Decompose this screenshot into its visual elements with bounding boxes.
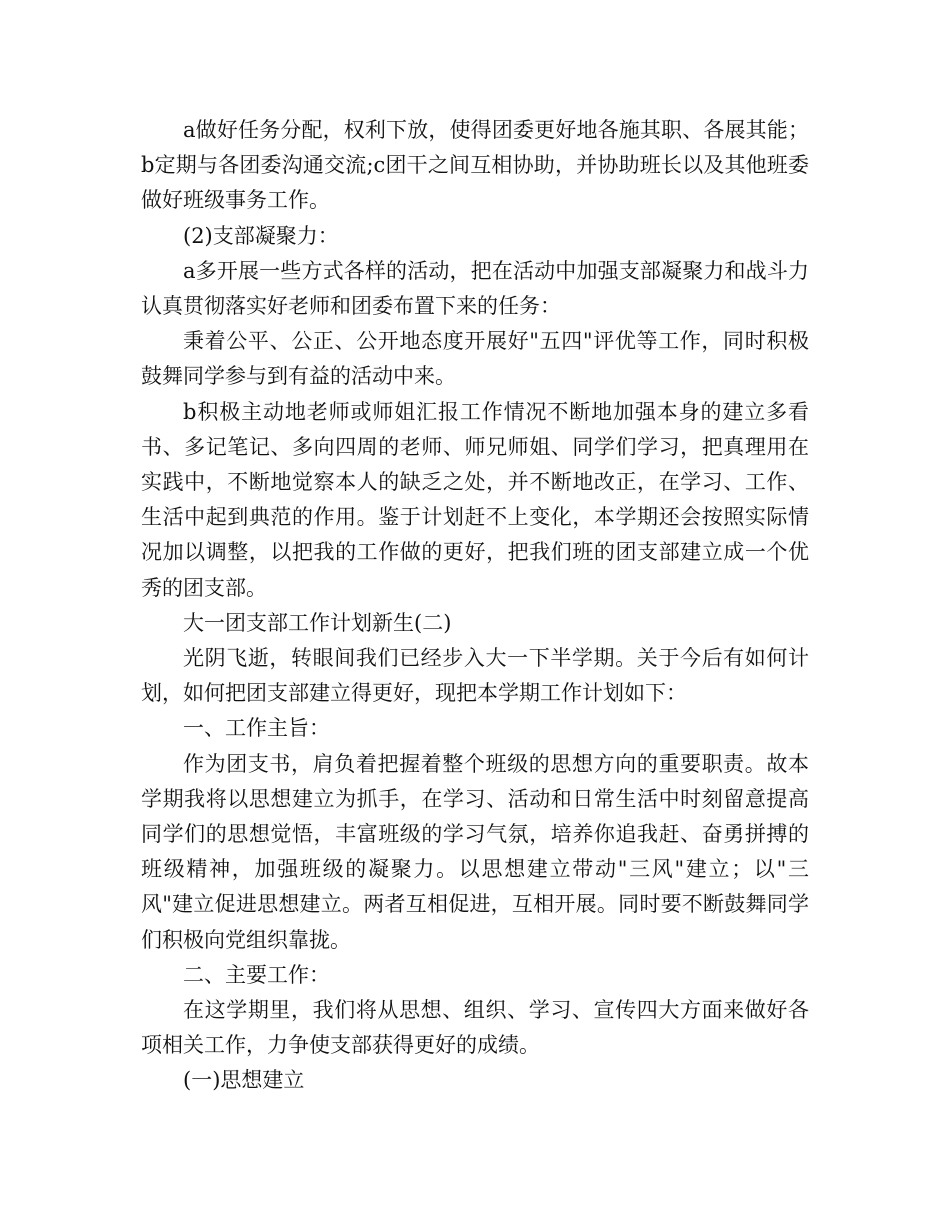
paragraph-purpose: 作为团支书，肩负着把握着整个班级的思想方向的重要职责。故本学期我将以思想建立为抓手，在学习、活动和日常生活中时刻留意提高同学们的思想觉悟，丰富班级的学习气氛，培养你追我赶、奋勇拼搏的班级精神，加强班级的凝聚力。以思想建立带动"三风"建立；以"三风"建立促进思想建立。两者互相促进，互相开展。同时要不断鼓舞同学们积极向党组织靠拢。 (141, 751, 809, 952)
paragraph-heading-ideology: (一)思想建立 (183, 1068, 305, 1093)
paragraph-fairness: 秉着公平、公正、公开地态度开展好"五四"评优等工作，同时积极鼓舞同学参与到有益的活动中来。 (141, 329, 809, 389)
paragraph-heading-purpose: 一、工作主旨： (183, 716, 330, 741)
paragraph-activities: a多开展一些方式各样的活动，把在活动中加强支部凝聚力和战斗力认真贯彻落实好老师和团委布置下来的任务： (141, 258, 809, 319)
paragraph-intro: 光阴飞逝，转眼间我们已经步入大一下半学期。关于今后有如何计划，如何把团支部建立得更好，现把本学期工作计划如下： (141, 646, 809, 706)
paragraph-heading-cohesion: (2)支部凝聚力： (183, 223, 339, 248)
paragraph-main-work: 在这学期里，我们将从思想、组织、学习、宣传四大方面来做好各项相关工作，力争使支部获得更好的成绩。 (141, 998, 809, 1058)
paragraph-section-title: 大一团支部工作计划新生(二) (183, 610, 452, 635)
paragraph-self-improvement: b积极主动地老师或师姐汇报工作情况不断地加强本身的建立多看书、多记笔记、多向四周的老师、师兄师姐、同学们学习，把真理用在实践中，不断地觉察本人的缺乏之处，并不断地改正，在学习、工作、生活中起到典范的作用。鉴于计划赶不上变化，本学期还会按照实际情况加以调整，以把我的工作做的更好，把我们班的团支部建立成一个优秀的团支部。 (141, 399, 809, 600)
paragraph-task-assignment: a做好任务分配，权利下放，使得团委更好地各施其职、各展其能；b定期与各团委沟通交流;c团干之间互相协助，并协助班长以及其他班委做好班级事务工作。 (141, 118, 809, 213)
paragraph-heading-main-work: 二、主要工作： (183, 962, 330, 987)
document-page (141, 113, 809, 1099)
